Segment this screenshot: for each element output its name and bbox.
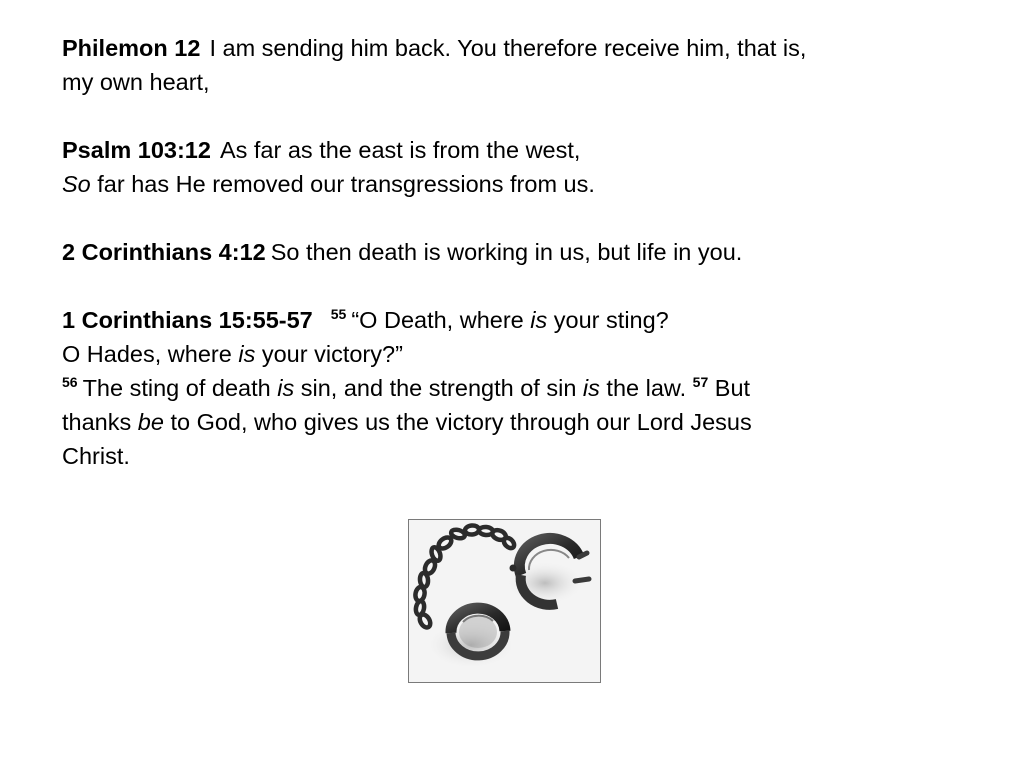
broken-shackles-image <box>408 519 601 683</box>
verse-number: 57 <box>692 374 709 390</box>
verse-text: O Hades, where <box>62 341 239 367</box>
passage-line <box>62 31 982 65</box>
italic-word: is <box>582 375 600 401</box>
verse-text: your victory?” <box>255 341 403 367</box>
passage-psalm <box>62 133 982 201</box>
passage-line <box>62 371 982 405</box>
passage-2-corinthians <box>62 235 982 269</box>
italic-word: is <box>238 341 256 367</box>
verse-text: As far as the east is from the west, <box>219 137 581 163</box>
verse-text: “O Death, where <box>351 307 531 333</box>
passage-line <box>62 405 982 439</box>
italic-word: be <box>137 409 164 435</box>
verse-text: my own heart, <box>62 69 210 95</box>
verse-text: So then death is working in us, but life in you. <box>270 239 743 265</box>
italic-word: So <box>62 171 91 197</box>
verse-text: far has He removed our transgressions from us. <box>90 171 595 197</box>
verse-text: The sting of death <box>82 375 278 401</box>
reference-1-corinthians: 1 Corinthians 15:55-57 <box>62 307 313 333</box>
passage-line <box>62 133 982 167</box>
verse-text: the law. <box>599 375 693 401</box>
passage-line <box>62 167 982 201</box>
passage-line <box>62 303 982 337</box>
verse-text: But <box>708 375 751 401</box>
italic-word: is <box>277 375 295 401</box>
verse-text: to God, who gives us the victory through our Lord Jesus <box>163 409 752 435</box>
verse-text: your sting? <box>547 307 669 333</box>
reference-philemon: Philemon 12 <box>62 35 201 61</box>
scripture-text-block <box>62 31 982 473</box>
verse-text: sin, and the strength of sin <box>294 375 583 401</box>
passage-line <box>62 235 982 269</box>
verse-number: 55 <box>330 306 347 322</box>
passage-philemon <box>62 31 982 99</box>
shackles-icon <box>409 520 600 682</box>
passage-line <box>62 337 982 371</box>
verse-text: thanks <box>62 409 138 435</box>
italic-word: is <box>530 307 548 333</box>
passage-1-corinthians <box>62 303 982 473</box>
reference-psalm: Psalm 103:12 <box>62 137 211 163</box>
verse-text: I am sending him back. You therefore receive him, that is, <box>209 35 807 61</box>
verse-text: Christ. <box>62 443 130 469</box>
reference-2-corinthians: 2 Corinthians 4:12 <box>62 239 266 265</box>
verse-number: 56 <box>62 374 78 390</box>
